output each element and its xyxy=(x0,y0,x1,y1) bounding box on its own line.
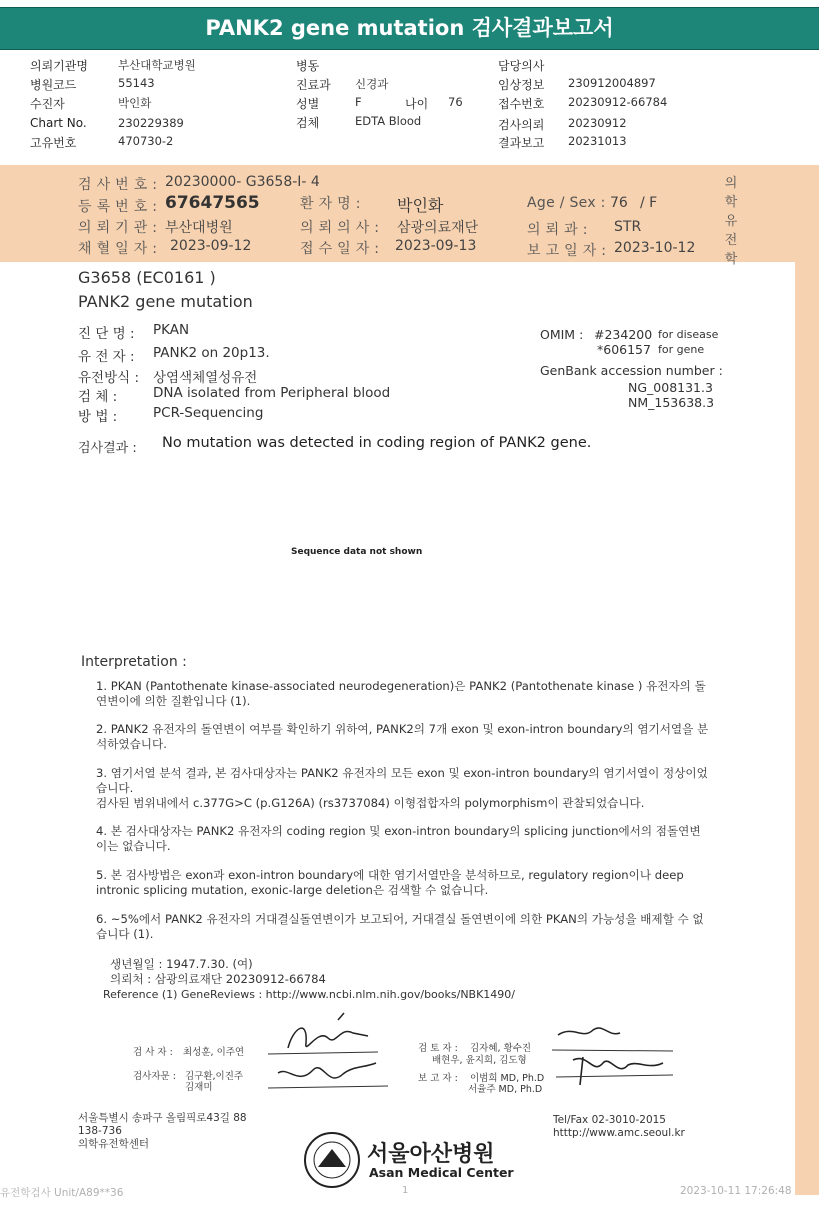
examiner-signature xyxy=(258,1008,398,1098)
interpretation-item: 검사된 범위내에서 c.377G>C (p.G126A) (rs3737084) 이형접합자의 polymorphism이 관찰되었습니다. xyxy=(96,796,645,810)
examiner-label: 검 사 자 : xyxy=(133,1047,173,1058)
receive-date: 2023-09-13 xyxy=(395,238,477,254)
advisor-2: 김재미 xyxy=(185,1082,213,1093)
age-value: 76 xyxy=(448,95,463,109)
field-label: 검 체 : xyxy=(78,389,118,405)
field-value: PCR-Sequencing xyxy=(153,405,264,421)
omim-2-note: for gene xyxy=(658,343,705,356)
test-name: PANK2 gene mutation xyxy=(78,292,253,311)
website: htttp://www.amc.seoul.kr xyxy=(553,1127,685,1139)
exam-no-label: 검 사 번 호 : xyxy=(78,177,158,193)
header-label: 병동 xyxy=(296,59,320,73)
report-date: 2023-10-12 xyxy=(614,240,696,256)
header-label: 고유번호 xyxy=(30,136,77,150)
genbank-label: GenBank accession number : xyxy=(540,363,723,378)
header-value: 230229389 xyxy=(118,116,184,130)
genbank-1: NG_008131.3 xyxy=(628,380,713,395)
report-label: 보 고 일 자 : xyxy=(527,243,607,259)
bottom-left-stamp: 유전학검사 Unit/A89**36 xyxy=(0,1187,124,1199)
result-label: 검사결과 : xyxy=(78,441,137,456)
interpretation-item: 1. PKAN (Pantothenate kinase-associated neurodegeneration)은 PANK2 (Pantothenate kinase ) 유전자의 돌연변이에 의한 질환입니다 (1). xyxy=(96,679,706,708)
field-label: 유 전 자 : xyxy=(78,349,135,365)
field-value: 상염색체열성유전 xyxy=(153,370,258,386)
header-value: 박인화 xyxy=(118,96,152,110)
collect-date: 2023-09-12 xyxy=(170,238,252,254)
field-value: PKAN xyxy=(153,322,190,338)
reporter-label: 보 고 자 : xyxy=(418,1073,458,1084)
birth-date: 생년월일 : 1947.7.30. (여) xyxy=(110,957,253,971)
interpretation-heading: Interpretation : xyxy=(81,654,187,670)
exam-no: 20230000- G3658-I- 4 xyxy=(165,174,320,190)
asan-seal-icon xyxy=(303,1131,361,1189)
org-label: 의 뢰 기 관 : xyxy=(78,220,158,236)
report-title: PANK2 gene mutation 검사결과보고서 xyxy=(0,7,819,50)
field-label: 진 단 명 : xyxy=(78,326,135,342)
address-1: 서울특별시 송파구 올림픽로43길 88 xyxy=(78,1112,247,1124)
header-label: 임상정보 xyxy=(498,78,545,92)
omim-label: OMIM : xyxy=(540,327,584,342)
page-number: 1 xyxy=(402,1185,409,1196)
header-value: F xyxy=(355,95,362,109)
doctor: 삼광의료재단 xyxy=(397,220,479,236)
genbank-2: NM_153638.3 xyxy=(628,395,715,410)
reviewer: 김자혜, 황수진 xyxy=(470,1043,532,1054)
receive-label: 접 수 일 자 : xyxy=(300,241,380,257)
header-value: 470730-2 xyxy=(118,134,174,148)
field-value: PANK2 on 20p13. xyxy=(153,345,270,361)
advisor: 김구환,이진주 xyxy=(185,1071,244,1082)
side-text: 의학유전학 xyxy=(724,176,738,267)
doctor-label: 의 뢰 의 사 : xyxy=(300,220,380,236)
reviewer-label: 검 토 자 : xyxy=(418,1043,458,1054)
result-text: No mutation was detected in coding region of PANK2 gene. xyxy=(162,435,592,451)
field-value: DNA isolated from Peripheral blood xyxy=(153,385,391,401)
interpretation-item: 2. PANK2 유전자의 돌연변이 여부를 확인하기 위하여, PANK2의 7개 exon 및 exon-intron boundary의 염기서열을 분석하였습니다. xyxy=(96,722,709,751)
header-label: Chart No. xyxy=(30,116,87,130)
logo-english: Asan Medical Center xyxy=(369,1165,514,1180)
interpretation-item: 6. ~5%에서 PANK2 유전자의 거대결실돌연변이가 보고되어, 거대결실 돌연변이에 의한 PKAN의 가능성을 배제할 수 없습니다 (1). xyxy=(96,912,704,941)
header-value: 부산대학교병원 xyxy=(118,58,196,72)
header-label: 수진자 xyxy=(30,97,65,111)
omim-1: #234200 xyxy=(594,327,653,342)
dept-label: 의 뢰 과 : xyxy=(527,222,588,238)
patient-name: 박인화 xyxy=(397,196,444,215)
reporter-2: 서율주 MD, Ph.D xyxy=(468,1084,543,1095)
reference: Reference (1) GeneReviews : http://www.ncbi.nlm.nih.gov/books/NBK1490/ xyxy=(103,988,516,1001)
patient-label: 환 자 명 : xyxy=(300,196,361,212)
reg-no: 67647565 xyxy=(165,193,260,213)
header-label: 검체 xyxy=(296,116,320,130)
test-code: G3658 (EC0161 ) xyxy=(78,268,216,287)
reviewer-signature xyxy=(548,1015,678,1095)
scan-sex: / F xyxy=(640,195,658,211)
reviewer-2: 배현우, 윤지희, 김도형 xyxy=(432,1055,527,1066)
age-sex-label: Age / Sex : xyxy=(527,195,606,211)
header-value: 55143 xyxy=(118,76,155,90)
header-label: 병원코드 xyxy=(30,78,77,92)
age-label: 나이 xyxy=(405,97,429,111)
examiner: 최성훈, 이주연 xyxy=(183,1047,245,1058)
advisor-label: 검사자문 : xyxy=(133,1071,176,1082)
header-label: 검사의뢰 xyxy=(498,118,545,132)
requester: 의뢰처 : 삼광의료재단 20230912-66784 xyxy=(110,972,326,986)
sequence-note: Sequence data not shown xyxy=(291,547,423,557)
omim-2: *606157 xyxy=(597,342,651,357)
address-2: 138-736 xyxy=(78,1125,122,1137)
interpretation-item: 4. 본 검사대상자는 PANK2 유전자의 coding region 및 exon-intron boundary의 splicing junction에서의 점돌연변이는 없습니다. xyxy=(96,824,701,853)
interpretation-item: 5. 본 검사방법은 exon과 exon-intron boundary에 대한 염기서열만을 분석하므로, regulatory region이나 deep intronic splicing mutation, exonic-large deletion은 검색할 수 없습니다. xyxy=(96,868,684,897)
header-value: 20230912-66784 xyxy=(568,95,668,109)
org: 부산대병원 xyxy=(165,220,233,236)
reg-no-label: 등 록 번 호 : xyxy=(78,199,158,215)
address-3: 의학유전학센터 xyxy=(78,1138,150,1150)
header-label: 결과보고 xyxy=(498,136,545,150)
header-value: 20230912 xyxy=(568,116,627,130)
header-label: 담당의사 xyxy=(498,59,545,73)
header-label: 접수번호 xyxy=(498,97,545,111)
header-label: 성별 xyxy=(296,97,320,111)
reporter: 이범희 MD, Ph.D xyxy=(470,1073,545,1084)
omim-1-note: for disease xyxy=(658,328,719,341)
tel-fax: Tel/Fax 02-3010-2015 xyxy=(553,1114,666,1126)
header-label: 의뢰기관명 xyxy=(30,59,88,73)
scan-age: 76 xyxy=(610,195,628,211)
interpretation-item: 3. 염기서열 분석 결과, 본 검사대상자는 PANK2 유전자의 모든 exon 및 exon-intron boundary의 염기서열이 정상이었습니다. xyxy=(96,766,708,795)
field-label: 방 법 : xyxy=(78,409,118,425)
header-value: EDTA Blood xyxy=(355,114,422,128)
collect-label: 채 혈 일 자 : xyxy=(78,241,158,257)
logo-korean: 서울아산병원 xyxy=(367,1142,495,1167)
header-value: 신경과 xyxy=(355,77,389,91)
field-label: 유전방식 : xyxy=(78,370,140,386)
header-label: 진료과 xyxy=(296,78,331,92)
bottom-right-timestamp: 2023-10-11 17:26:48 xyxy=(680,1185,792,1197)
header-value: 20231013 xyxy=(568,134,627,148)
header-value: 230912004897 xyxy=(568,76,656,90)
dept: STR xyxy=(614,219,642,235)
